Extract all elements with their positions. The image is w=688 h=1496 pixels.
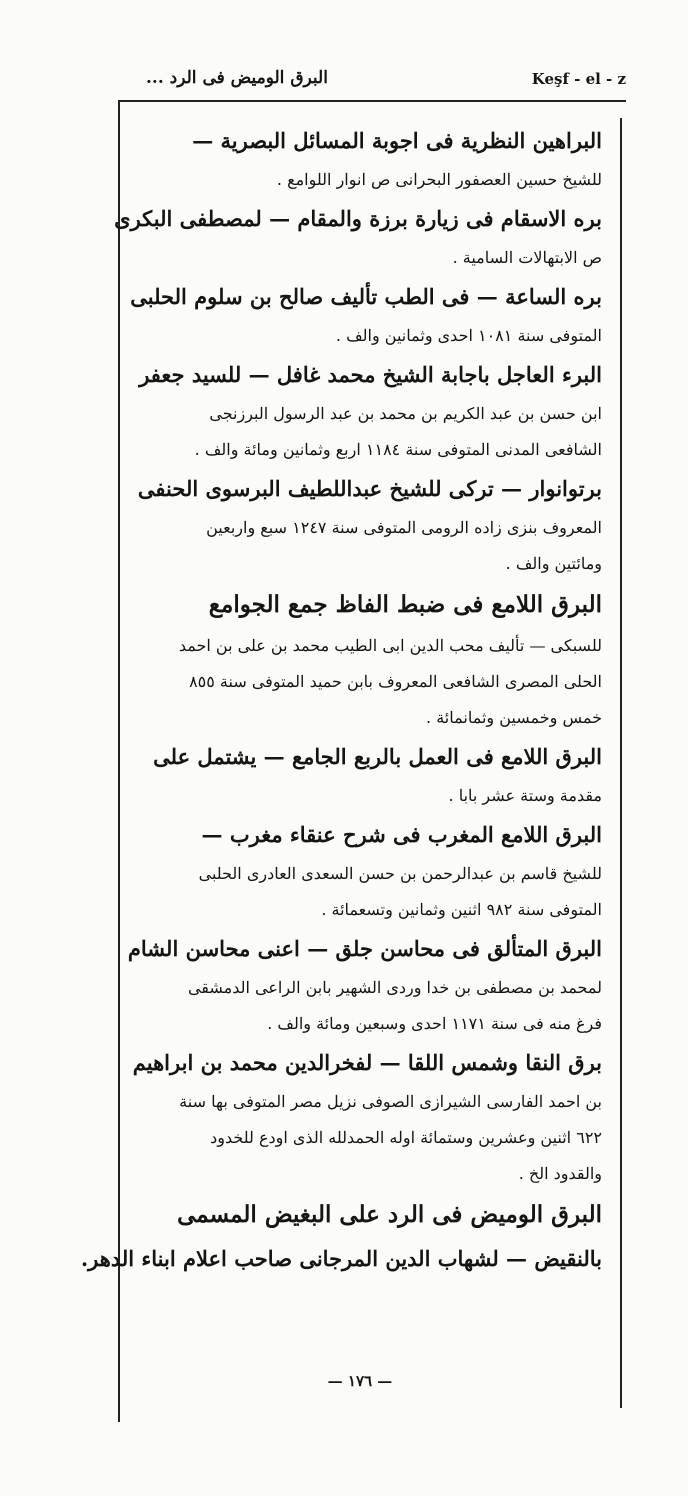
entry-title-line: البرق الوميض فى الرد على البغيض المسمى <box>177 1201 602 1228</box>
running-head-volume: Keşf - el - z <box>531 70 626 88</box>
entry-title-line: البرء العاجل باجابة الشيخ محمد غافل — للسيد جعفر <box>139 362 602 387</box>
entry-text-line: ومائتين والف . <box>505 554 602 573</box>
entry-al-barq-al-wamid <box>80 1192 602 1280</box>
entry-burh-al-asqam <box>114 198 602 276</box>
entry-title-line: بره الساعة — فى الطب تأليف صالح بن سلوم الحلبى <box>130 284 602 309</box>
running-header <box>118 62 626 102</box>
left-margin-rule <box>118 102 120 1422</box>
entry-al-barq-al-mutaalliq <box>127 928 602 1042</box>
entry-title-line: البرق اللامع المغرب فى شرح عنقاء مغرب — <box>201 822 602 847</box>
entry-text-line: بن احمد الفارسى الشيرازى الصوفى نزيل مصر المتوفى بها سنة <box>179 1092 602 1111</box>
entry-text-line: المعروف بنزى زاده الرومى المتوفى سنة ١٢٤٧ سبع واربعين <box>206 518 602 537</box>
entry-text-line: المتوفى سنة ٩٨٢ اثنين وثمانين وتسعمائة . <box>321 900 602 919</box>
entry-text-line: للشيخ قاسم بن عبدالرحمن بن حسن السعدى العادرى الحلبى <box>198 864 602 883</box>
entry-text-line: خمس وخمسين وثمانمائة . <box>426 708 602 727</box>
right-margin-rule <box>620 118 622 1408</box>
entry-barq-al-naqa <box>134 1042 602 1192</box>
entry-text-line: الشافعى المدنى المتوفى سنة ١١٨٤ اربع وثمانين ومائة والف . <box>194 440 602 459</box>
entry-text-line: ابن حسن بن عبد الكريم بن محمد بن عبد الرسول البرزنجى <box>209 404 602 423</box>
page-number: — ١٧٦ — <box>327 1372 393 1390</box>
entry-title-line: بره الاسقام فى زيارة برزة والمقام — لمصطفى البكرى <box>114 206 602 231</box>
entry-title-line: بالنقيض — لشهاب الدين المرجانى صاحب اعلام ابناء الدهر. <box>80 1246 602 1271</box>
entry-al-barq-al-mughrib <box>134 814 602 928</box>
entry-title-line: البرق المتألق فى محاسن جلق — اعنى محاسن الشام <box>127 936 602 961</box>
entry-text-line: مقدمة وستة عشر بابا . <box>448 786 602 805</box>
entry-al-barq-al-lami-jam <box>134 582 602 736</box>
entry-title-line: البراهين النظرية فى اجوبة المسائل البصرية — <box>192 128 602 153</box>
entry-title-line: البرق اللامع فى العمل بالربع الجامع — يشتمل على <box>153 744 602 769</box>
entry-text-line: ص الابتهالات السامية . <box>452 248 602 267</box>
entry-title-line: برق النقا وشمس اللقا — لفخرالدين محمد بن ابراهيم <box>132 1050 602 1075</box>
entry-al-barq-al-lami-rub <box>134 736 602 814</box>
entry-text-line: المتوفى سنة ١٠٨١ احدى وثمانين والف . <box>335 326 602 345</box>
entry-text-line: ٦٢٢ اثنين وعشرين وستمائة اوله الحمدلله الذى اودع للخدود <box>210 1128 602 1147</box>
bibliography-column <box>80 120 602 1280</box>
entry-partov-anvar <box>134 468 602 582</box>
entry-burh-al-saa <box>130 276 602 354</box>
entry-text-line: للشيخ حسين العصفور البحرانى ص انوار اللوامع . <box>276 170 602 189</box>
entry-barahin <box>134 120 602 198</box>
entry-text-line: لمحمد بن مصطفى بن خدا وردى الشهير بابن الراعى الدمشقى <box>187 978 602 997</box>
running-head-title: البرق الوميض فى الرد ... <box>146 68 328 88</box>
entry-text-line: فرغ منه فى سنة ١١٧١ احدى وسبعين ومائة والف . <box>267 1014 602 1033</box>
entry-text-line: للسبكى — تأليف محب الدين ابى الطيب محمد بن على بن احمد <box>178 636 602 655</box>
header-rule <box>118 100 626 102</box>
entry-text-line: والقدود الخ . <box>518 1164 602 1183</box>
entry-al-bur-al-ajil <box>134 354 602 468</box>
entry-title-line: البرق اللامع فى ضبط الفاظ جمع الجوامع <box>208 591 602 618</box>
entry-text-line: الحلى المصرى الشافعى المعروف بابن حميد المتوفى سنة ٨٥٥ <box>189 672 602 691</box>
entry-title-line: برتوانوار — تركى للشيخ عبداللطيف البرسوى الحنفى <box>137 476 602 501</box>
